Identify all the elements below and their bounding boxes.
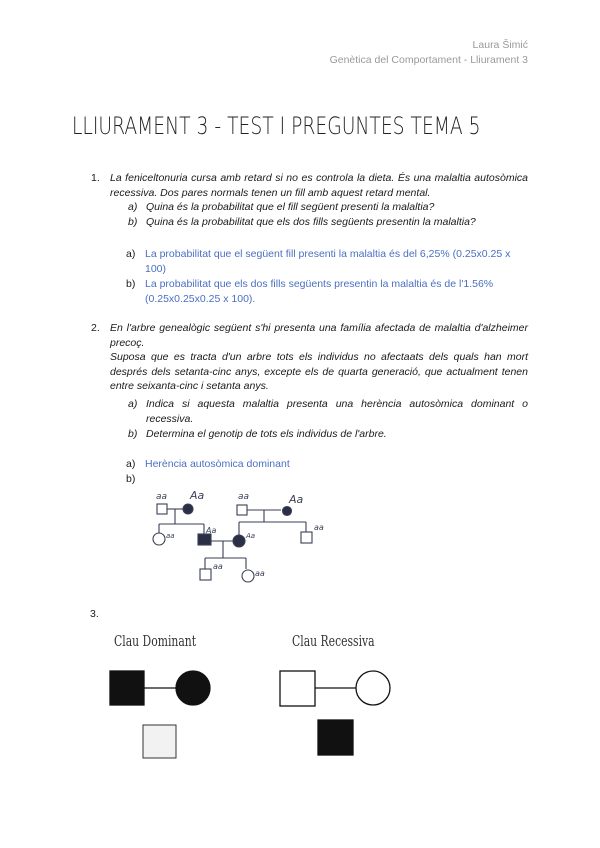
question-1-sub-b-letter: b): [128, 216, 138, 228]
answer-1-a-text: La probabilitat que el següent fill presenti la malaltia és del 6,25% (0.25x0.25 x 100): [145, 248, 511, 275]
question-3-number: 3.: [90, 608, 99, 620]
pedigree-drawing: [140, 486, 360, 594]
header-author: Laura Šimić: [472, 39, 528, 51]
question-2-text-1: En l'arbre genealògic següent s'hi presenta una família afectada de malaltia d'alzheimer precoç.: [110, 322, 528, 349]
pedigree-female-unaffected: [242, 570, 254, 582]
key-symbols: [100, 660, 420, 770]
key-dominant-male-affected: [110, 671, 144, 705]
pedigree-label: Aa: [190, 489, 205, 502]
answer-2-b-letter: b): [126, 473, 136, 485]
question-2: [91, 321, 528, 394]
answer-1-a: [126, 247, 530, 276]
question-2-number: 2.: [91, 322, 100, 334]
key-recessive-female-unaffected: [356, 671, 390, 705]
question-2-sub-a: [128, 397, 528, 426]
pedigree-label: Aa: [246, 532, 256, 540]
question-1: [91, 171, 528, 200]
pedigree-male-affected: [198, 534, 211, 545]
pedigree-female-unaffected: [153, 533, 165, 545]
question-1-sub-a-text: Quina és la probabilitat que el fill següent presenti la malaltia?: [146, 201, 435, 213]
question-1-sub-a-letter: a): [128, 201, 138, 213]
pedigree-label: aa: [255, 569, 265, 578]
pedigree-male-unaffected: [301, 532, 312, 543]
pedigree-label: aa: [156, 492, 168, 502]
question-1-sub-b: [128, 215, 526, 230]
question-1-text: La feniceltonuria cursa amb retard si no es controla la dieta. És una malaltia autosòmica recessiva. Dos pares normals tenen un fill amb aquest retard mental.: [110, 172, 528, 199]
answer-1-a-letter: a): [126, 248, 136, 260]
pedigree-label: Aa: [206, 526, 217, 535]
key-recessive-label: Clau Recessiva: [292, 632, 375, 650]
page-title: LLIURAMENT 3 - TEST I PREGUNTES TEMA 5: [72, 112, 481, 140]
answer-2-a: [126, 457, 530, 472]
key-recessive-child-affected: [318, 720, 353, 755]
question-2-sub-a-text: Indica si aquesta malaltia presenta una herència autosòmica dominant o recessiva.: [146, 398, 528, 425]
answer-1-b-text: La probabilitat que els dos fills següents presentin la malaltia és de l'1.56% (0.25x0.25x0.25 x 100).: [145, 278, 494, 305]
question-2-sub-b-letter: b): [128, 428, 138, 440]
pedigree-female-affected: [183, 504, 193, 514]
key-dominant-child-unaffected: [143, 725, 176, 758]
answer-1-b-letter: b): [126, 278, 136, 290]
question-1-sub-b-text: Quina és la probabilitat que els dos fills següents presentin la malaltia?: [146, 216, 476, 228]
question-1-sub-a: [128, 200, 526, 215]
question-2-sub-b: [128, 427, 528, 442]
pedigree-label: aa: [166, 532, 175, 540]
question-2-sub-a-letter: a): [128, 398, 138, 410]
pedigree-label: Aa: [289, 493, 304, 506]
page-header: [330, 38, 528, 68]
question-2-text-2: Suposa que es tracta d'un arbre tots els individus no afectaats dels quals han mort després dels setanta-cinc anys, excepte els de quarta generació, que actualment tenen entre seixanta-cinc i setanta anys.: [110, 351, 528, 392]
answer-2-a-text: Herència autosòmica dominant: [145, 458, 290, 470]
header-course: Genètica del Comportament - Lliurament 3: [329, 54, 528, 66]
pedigree-female-affected: [283, 507, 292, 516]
answer-2-a-letter: a): [126, 458, 136, 470]
key-recessive-male-unaffected: [280, 671, 315, 706]
pedigree-male-unaffected: [200, 569, 211, 580]
pedigree-female-affected: [233, 535, 245, 547]
pedigree-male-unaffected: [157, 504, 167, 514]
answer-1-b: [126, 277, 530, 306]
question-1-number: 1.: [91, 172, 100, 184]
pedigree-label: aa: [314, 523, 324, 532]
pedigree-label: aa: [238, 492, 250, 502]
key-dominant-label: Clau Dominant: [114, 632, 197, 650]
pedigree-male-unaffected: [237, 505, 247, 515]
key-dominant-female-affected: [176, 671, 210, 705]
pedigree-label: aa: [213, 562, 223, 571]
question-2-sub-b-text: Determina el genotip de tots els individus de l'arbre.: [146, 428, 387, 440]
